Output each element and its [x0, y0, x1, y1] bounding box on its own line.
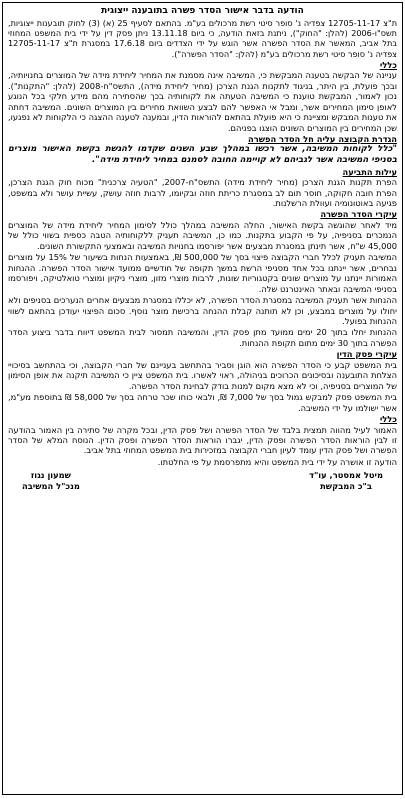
- notice-title: הודעה בדבר אישור הסדר פשרה בתובענה ייצוגית: [101, 6, 304, 16]
- notice-lead: ת"צ 12705-11-17 צפדיה נ' סופר סיטי רשת מרכולים בע"מ. בהתאם לסעיף 25 (א) (3) לחוק תובענות ייצוגיות, תשס"ו-2006 (להלן: "החוק"), ניתנת בזאת הודעה, כי ביום 13.11.18 ניתן פסק דין על ידי בית המשפט המחוזי בתל אביב, המאשר את הסדר הפשרה אשר הוגש על ידי הצדדים ביום 17.6.18 במסגרת ת"צ 12705-11-17 צפדיה נ' סופר סיטי רשת מרכולים בע"מ (להלן: "הסדר הפשרה").: [8, 18, 398, 59]
- section-paragraph: המשיבה תעניק לכלל חברי הקבוצה פיצוי בסך של 500,000 ₪, באמצעות הנחות בשיעור של 15% על מוצרים נבחרים, אשר יינתנו בכל אחד מסניפי הרשת במשך תקופה של חודשיים ממועד אישור הסדר הפשרה. ההנחות האמורות יינתנו על מוצרים שונים בקטגוריות שונות, לרבות מוצרי מזון, מוצרי ניקיון ומוצרי טואלטיקה, ויפורסמו בסניפי המשיבה ובאתר האינטרנט שלה.: [8, 252, 398, 294]
- section-heading: כללי: [379, 59, 397, 70]
- signature-plaintiff: [309, 470, 383, 491]
- signatures: [8, 470, 397, 491]
- section-heading: כללי: [379, 414, 397, 425]
- section-paragraph: הודעה זו אושרה על ידי בית המשפט והיא מתפרסמת על פי החלטתו.: [157, 456, 397, 467]
- section-paragraph: הפרת תקנות הגנת הצרכן (מחיר ליחידת מידה) התשס"ח-2007, "הטעיה צרכנית" מכוח חוק הגנת הצרכן, הפרת חובה חקוקה, חוסר תום לב במסגרת כריתת חוזה ובקיומו, לרבות חוזה עושק, עשיית עושר ולא במשפט, פגיעה באוטונומיה ועוולת הרשלנות.: [8, 177, 397, 208]
- section-paragraph: ההנחות אשר תעניק המשיבה במסגרת הסדר הפשרה, לא יכללו במסגרת מבצעים אחרים הנערכים בסניפים ולא יחולו על מוצרים במבצע, וכן לא תותנה קבלת ההנחה ברכישת מוצר נוסף. סכום הפיצוי יעודכן בהתאם לשווי ההנחות בפועל.: [8, 295, 397, 326]
- legal-notice: [2, 2, 403, 795]
- section-paragraph: ההנחות יחלו בתוך 20 ימים ממועד מתן פסק הדין, והמשיבה תמסור לבית המשפט דיווח בדבר ביצוע הסדר הפשרה בתוך 30 ימים מתום תקופת ההנחות.: [8, 327, 397, 348]
- section-heading: עילות התביעה: [342, 166, 397, 177]
- section-heading: הגדרת הקבוצה עליה חל הסדר הפשרה: [248, 133, 397, 144]
- section-paragraph: מיד לאחר שהוגשה בקשת האישור, החלה המשיבה במהלך כולל לסימון המחיר ליחידת מידה של המוצרים הנמכרים בסניפיה, על פי הקבוע בתקנות. כמו כן, המשיבה תעניק ללקוחותיה הטבה כספית בשווי כולל של 45,000 ש"ח, אשר תינתן במסגרת מבצעים אשר יפורסמו בחנויות המשיבה ובאמצעי התקשורת השונים.: [8, 219, 397, 251]
- signature-role: מנכ"ל המשיבה: [22, 480, 80, 491]
- section-paragraph: עניינה של הבקשה בטענה המבקשת כי, המשיבה אינה מסמנת את המחיר ליחידת מידה של המוצרים בחנויותיה, ובכך פועלת, בין היתר, בניגוד לתקנות הגנת הצרכן (מחיר ליחידת מידה), התשס"ח-2008 (להלן: "התקנות"). נכון לאמור, המבקשת טוענת כי המשיבה הטעתה את לקוחותיה בכך שהסתירה מהם מידע חלקי בכל הנוגע לאופן סימון המחירים אשר, ומבל אי האפשר להם לבצע השוואת מחירים בין המוצרים השונים. המשיבה דחתה את טענות המבקש ומציינת כי היא פועלת בהתאם להוראות הדין, ובמענה לטענה ההצגה כי הלקוחות לא נפגעו, שכן המחירים בין המוצרים השונים הוצגו בפניהם.: [8, 70, 397, 133]
- signature-name: שמעון נגוז: [30, 470, 71, 481]
- section-heading: עיקרי פסק הדין: [336, 349, 397, 360]
- signature-defendant: [22, 470, 80, 491]
- section-heading: עיקרי הסדר הפשרה: [320, 209, 397, 220]
- section-paragraph: האמור לעיל מהווה תמצית בלבד של הסדר הפשרה ושל פסק הדין, ובכל מקרה של סתירה בין האמור בהודעה זו לבין הוראות הסדר הפשרה ופסק הדין, יגברו הוראות הסדר הפשרה ופסק הדין. הנוסח המלא של הסדר הפשרה ושל פסק הדין עומד לעיון חברי הקבוצה במזכירות בית המשפט המחוזי בתל אביב.: [8, 424, 397, 456]
- section-paragraph: בית המשפט פסק למבקש גמול בסך של 7,000 ₪, ולבאי כוחו שכר טרחה בסך של 58,000 ₪ בתוספת מע"מ, אשר ישולמו על ידי המשיבה.: [8, 392, 397, 413]
- signature-role: ב"כ המבקשת: [320, 480, 372, 491]
- signature-name: מיטל אמסטר, עו"ד: [309, 470, 383, 481]
- group-definition-quote: "כלל לקוחות המשיבה, אשר רכשו במהלך שבע השנים שקדמו להגשת בקשת האישור מוצרים בסניפי המשיבה אשר לגביהם לא קויימה החובה לסמנם במחיר ליחידת מידה".: [8, 144, 397, 166]
- section-paragraph: בית המשפט קבע כי הסדר הפשרה הוא הוגן וסביר בהתחשב בעניינם של חברי הקבוצה, וכי בהתחשב בסיכויי הצלחת התובענה ובסיכונים הכרוכים בניהולה, ראוי לאשרו. בית המשפט ציין כי המשיבה תיקנה את אופן הסימון של המוצרים בסניפיה, וכי לא מצא מקום למנות בודק לבחינת הסדר הפשרה.: [8, 359, 397, 391]
- notice-sections: [8, 60, 397, 468]
